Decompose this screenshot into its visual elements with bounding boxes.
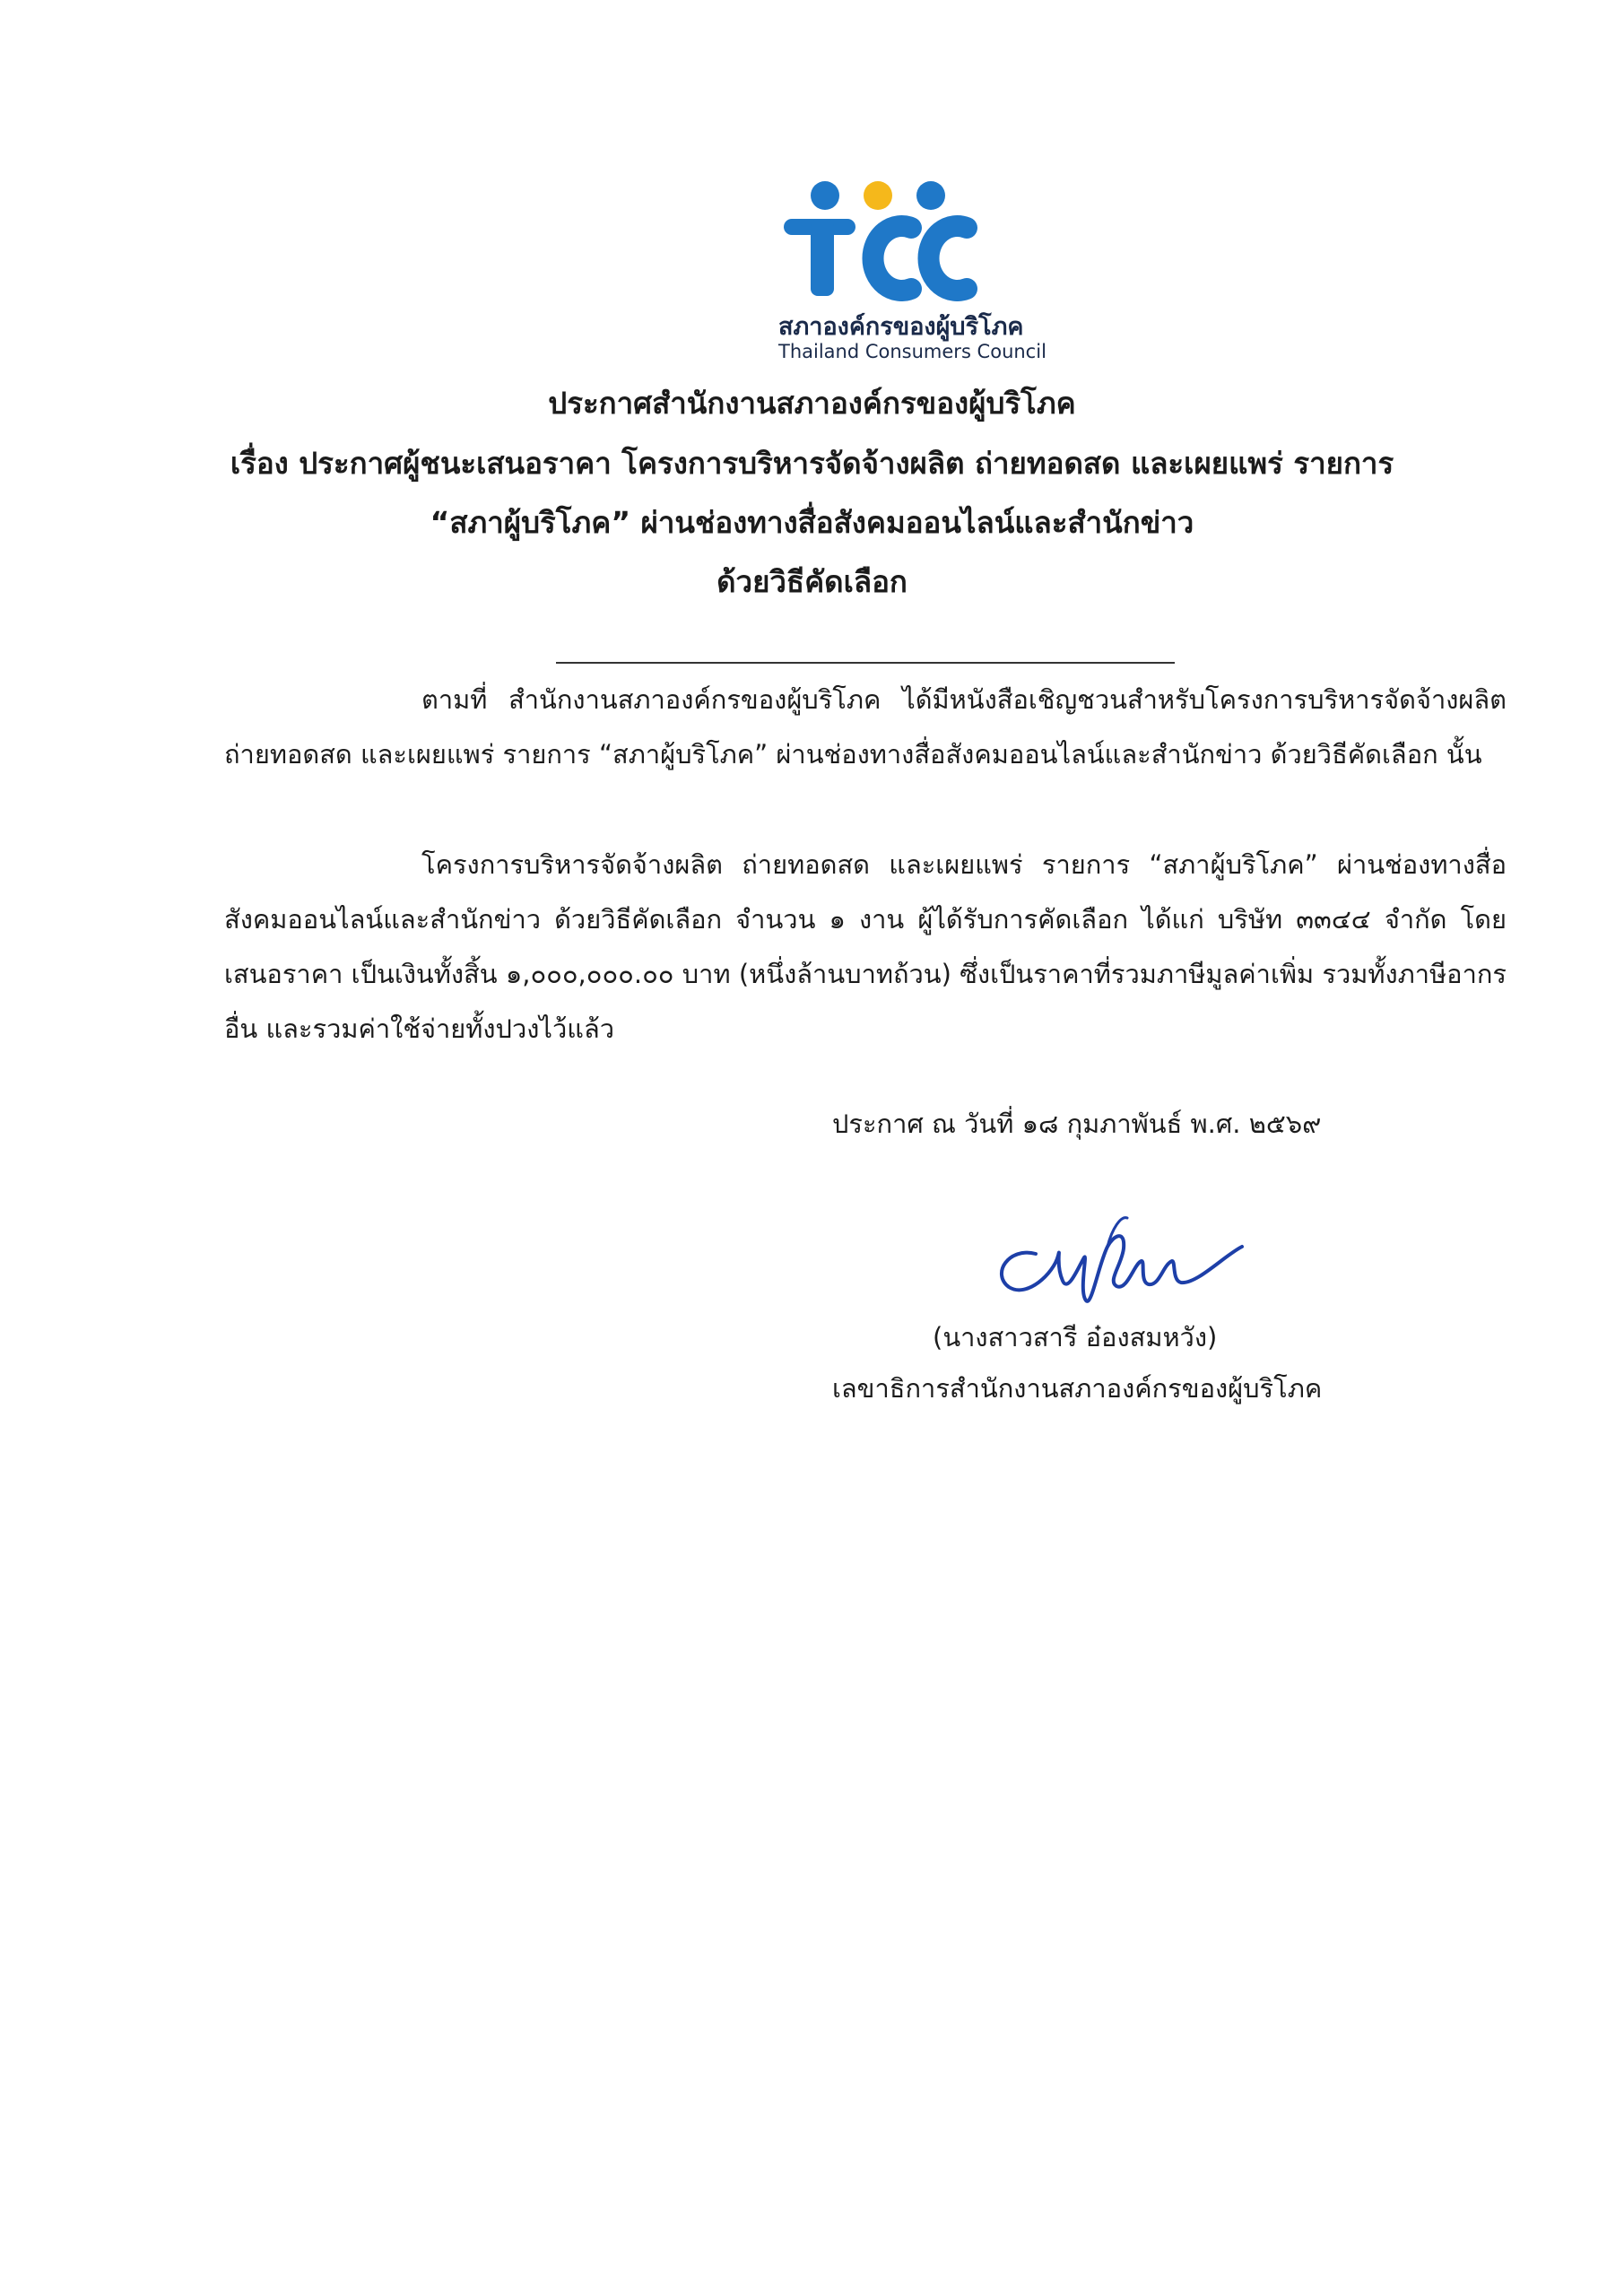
logo-dot-left bbox=[811, 181, 839, 210]
announcement-subject-line2: “สภาผู้บริโภค” ผ่านช่องทางสื่อสังคมออนไลน์และสำนักข่าว bbox=[430, 505, 1194, 540]
signatory-position: เลขาธิการสำนักงานสภาองค์กรของผู้บริโภค bbox=[832, 1373, 1323, 1404]
logo-name-english: Thailand Consumers Council bbox=[778, 341, 1046, 362]
signatory-name: (นางสาวสารี อ๋องสมหวัง) bbox=[933, 1322, 1218, 1352]
tcc-logo bbox=[778, 176, 1046, 364]
announcement-subject: เรื่อง ประกาศผู้ชนะเสนอราคา โครงการบริหารจัดจ้างผลิต ถ่ายทอดสด และเผยแพร่ รายการ bbox=[230, 446, 1394, 481]
announcement-method: ด้วยวิธีคัดเลือก bbox=[716, 564, 908, 599]
body-paragraph-1: ตามที่ สำนักงานสภาองค์กรของผู้บริโภค ได้มีหนังสือเชิญชวนสำหรับโครงการบริหารจัดจ้างผลิต ถ่ายทอดสด และเผยแพร่ รายการ “สภาผู้บริโภค” ผ่านช่องทางสื่อสังคมออนไลน์และสำนักข่าว ด้วยวิธีคัดเลือก นั้น bbox=[224, 684, 1507, 770]
tcc-logo-mark bbox=[778, 176, 985, 301]
announcement-date: ประกาศ ณ วันที่ ๑๘ กุมภาพันธ์ พ.ศ. ๒๕๖๙ bbox=[832, 1109, 1322, 1139]
body-paragraph-2: โครงการบริหารจัดจ้างผลิต ถ่ายทอดสด และเผยแพร่ รายการ “สภาผู้บริโภค” ผ่านช่องทางสื่อสังคมออนไลน์และสำนักข่าว ด้วยวิธีคัดเลือก จำนวน ๑ งาน ผู้ได้รับการคัดเลือก ได้แก่ บริษัท ๓๓๔๔ จำกัด โดยเสนอราคา เป็นเงินทั้งสิ้น ๑,๐๐๐,๐๐๐.๐๐ บาท (หนึ่งล้านบาทถ้วน) ซึ่งเป็นราคาที่รวมภาษีมูลค่าเพิ่ม รวมทั้งภาษีอากรอื่น และรวมค่าใช้จ่ายทั้งปวงไว้แล้ว bbox=[224, 849, 1507, 1044]
announcement-title: ประกาศสำนักงานสภาองค์กรของผู้บริโภค bbox=[548, 386, 1076, 421]
handwritten-signature bbox=[973, 1211, 1251, 1318]
logo-dot-center bbox=[864, 181, 892, 210]
logo-name-thai: สภาองค์กรของผู้บริโภค bbox=[778, 313, 1024, 341]
heading-divider bbox=[556, 662, 1175, 664]
logo-dot-right bbox=[916, 181, 945, 210]
